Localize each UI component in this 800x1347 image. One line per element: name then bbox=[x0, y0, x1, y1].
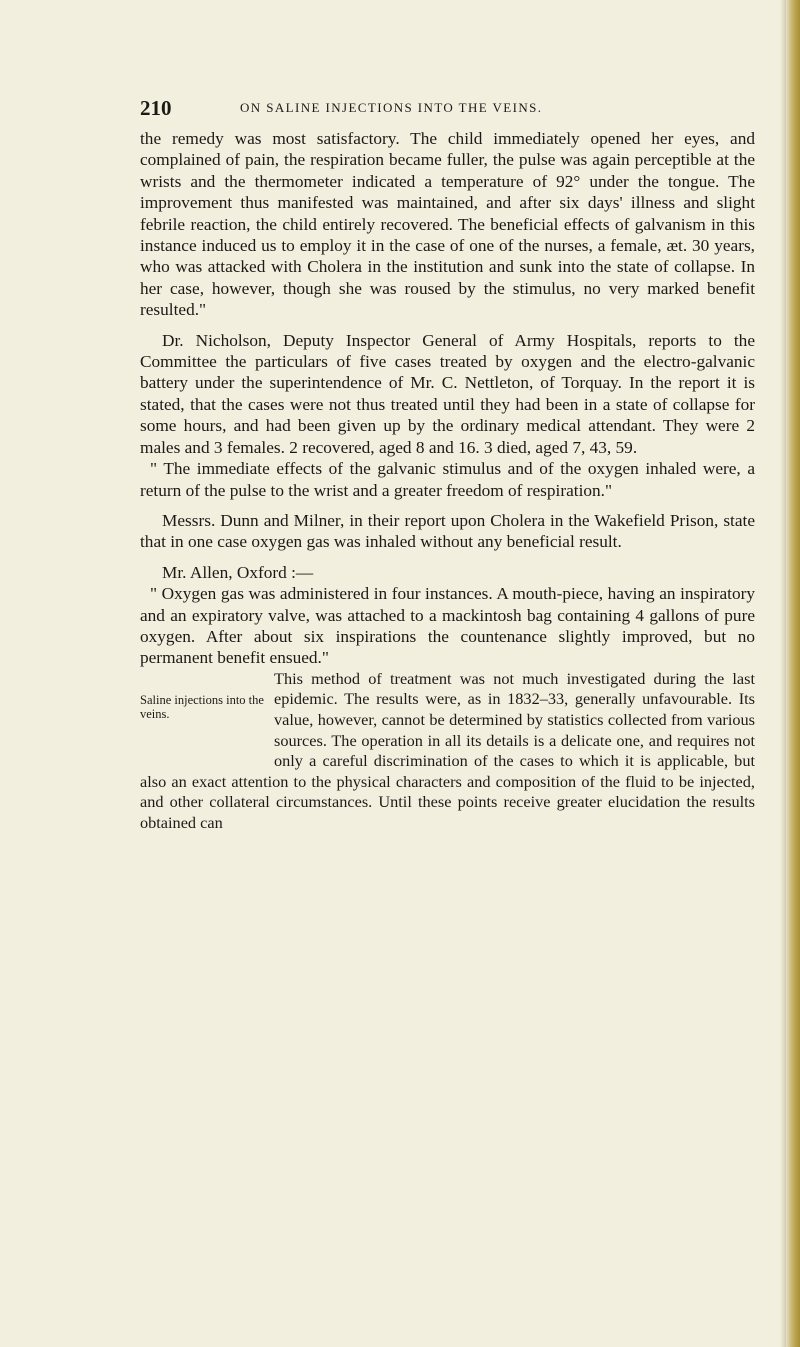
page-header bbox=[140, 96, 755, 122]
paragraph-3: Messrs. Dunn and Milner, in their report upon Cholera in the Wakefield Prison, state that in one case oxygen gas was inhaled without any beneficial result. bbox=[140, 510, 755, 552]
running-title: ON SALINE INJECTIONS INTO THE VEINS. bbox=[240, 100, 543, 115]
saline-section bbox=[140, 669, 755, 834]
body-text bbox=[140, 128, 755, 834]
paragraph-1: the remedy was most satisfactory. The child immediately opened her eyes, and complained of pain, the respiration became fuller, the pulse was again perceptible at the wrists and the thermometer indicated a temperature of 92° under the tongue. The improvement thus manifested was maintained, and after six days' illness and slight febrile reaction, the child entirely recovered. The beneficial effects of galvanism in this instance induced us to employ it in the case of one of the nurses, a female, æt. 30 years, who was attacked with Cholera in the institution and sunk into the state of collapse. In her case, however, though she was roused by the stimulus, no very marked benefit resulted." bbox=[140, 129, 755, 320]
quote-1: " The immediate effects of the galvanic stimulus and of the oxygen inhaled were, a return of the pulse to the wrist and a greater freedom of respiration." bbox=[140, 459, 755, 500]
quote-2: " Oxygen gas was administered in four instances. A mouth-piece, having an inspiratory and an expiratory valve, was attached to a mackintosh bag containing 4 gallons of pure oxygen. After about six inspirations the countenance slightly improved, but no permanent benefit ensued." bbox=[140, 584, 755, 668]
paragraph-5: This method of treatment was not much investigated during the last epidemic. The results were, as in 1832–33, generally unfavourable. Its value, however, cannot be determined by statistics collected from various sources. The operation in all its details is a delicate one, and requires not only a careful discrimination of the cases to which it is applicable, but also an exact attention to the physical characters and composition of the fluid to be injected, and other collateral circumstances. Until these points receive greater elucidation the results obtained can bbox=[140, 668, 755, 832]
page-number: 210 bbox=[140, 96, 172, 120]
paragraph-4: Mr. Allen, Oxford :— bbox=[162, 562, 314, 582]
gilt-page-edge bbox=[786, 0, 800, 1347]
paragraph-2: Dr. Nicholson, Deputy Inspector General of Army Hospitals, reports to the Committee the particulars of five cases treated by oxygen and the electro-galvanic battery under the superintendence of Mr. C. Nettleton, of Torquay. In the report it is stated, that the cases were not thus treated until they had been in a state of collapse for some hours, and had been given up by the ordinary medical attendant. They were 2 males and 3 females. 2 recovered, aged 8 and 16. 3 died, aged 7, 43, 59. bbox=[140, 330, 755, 457]
marginal-note: Saline injections into the veins. bbox=[140, 692, 264, 721]
